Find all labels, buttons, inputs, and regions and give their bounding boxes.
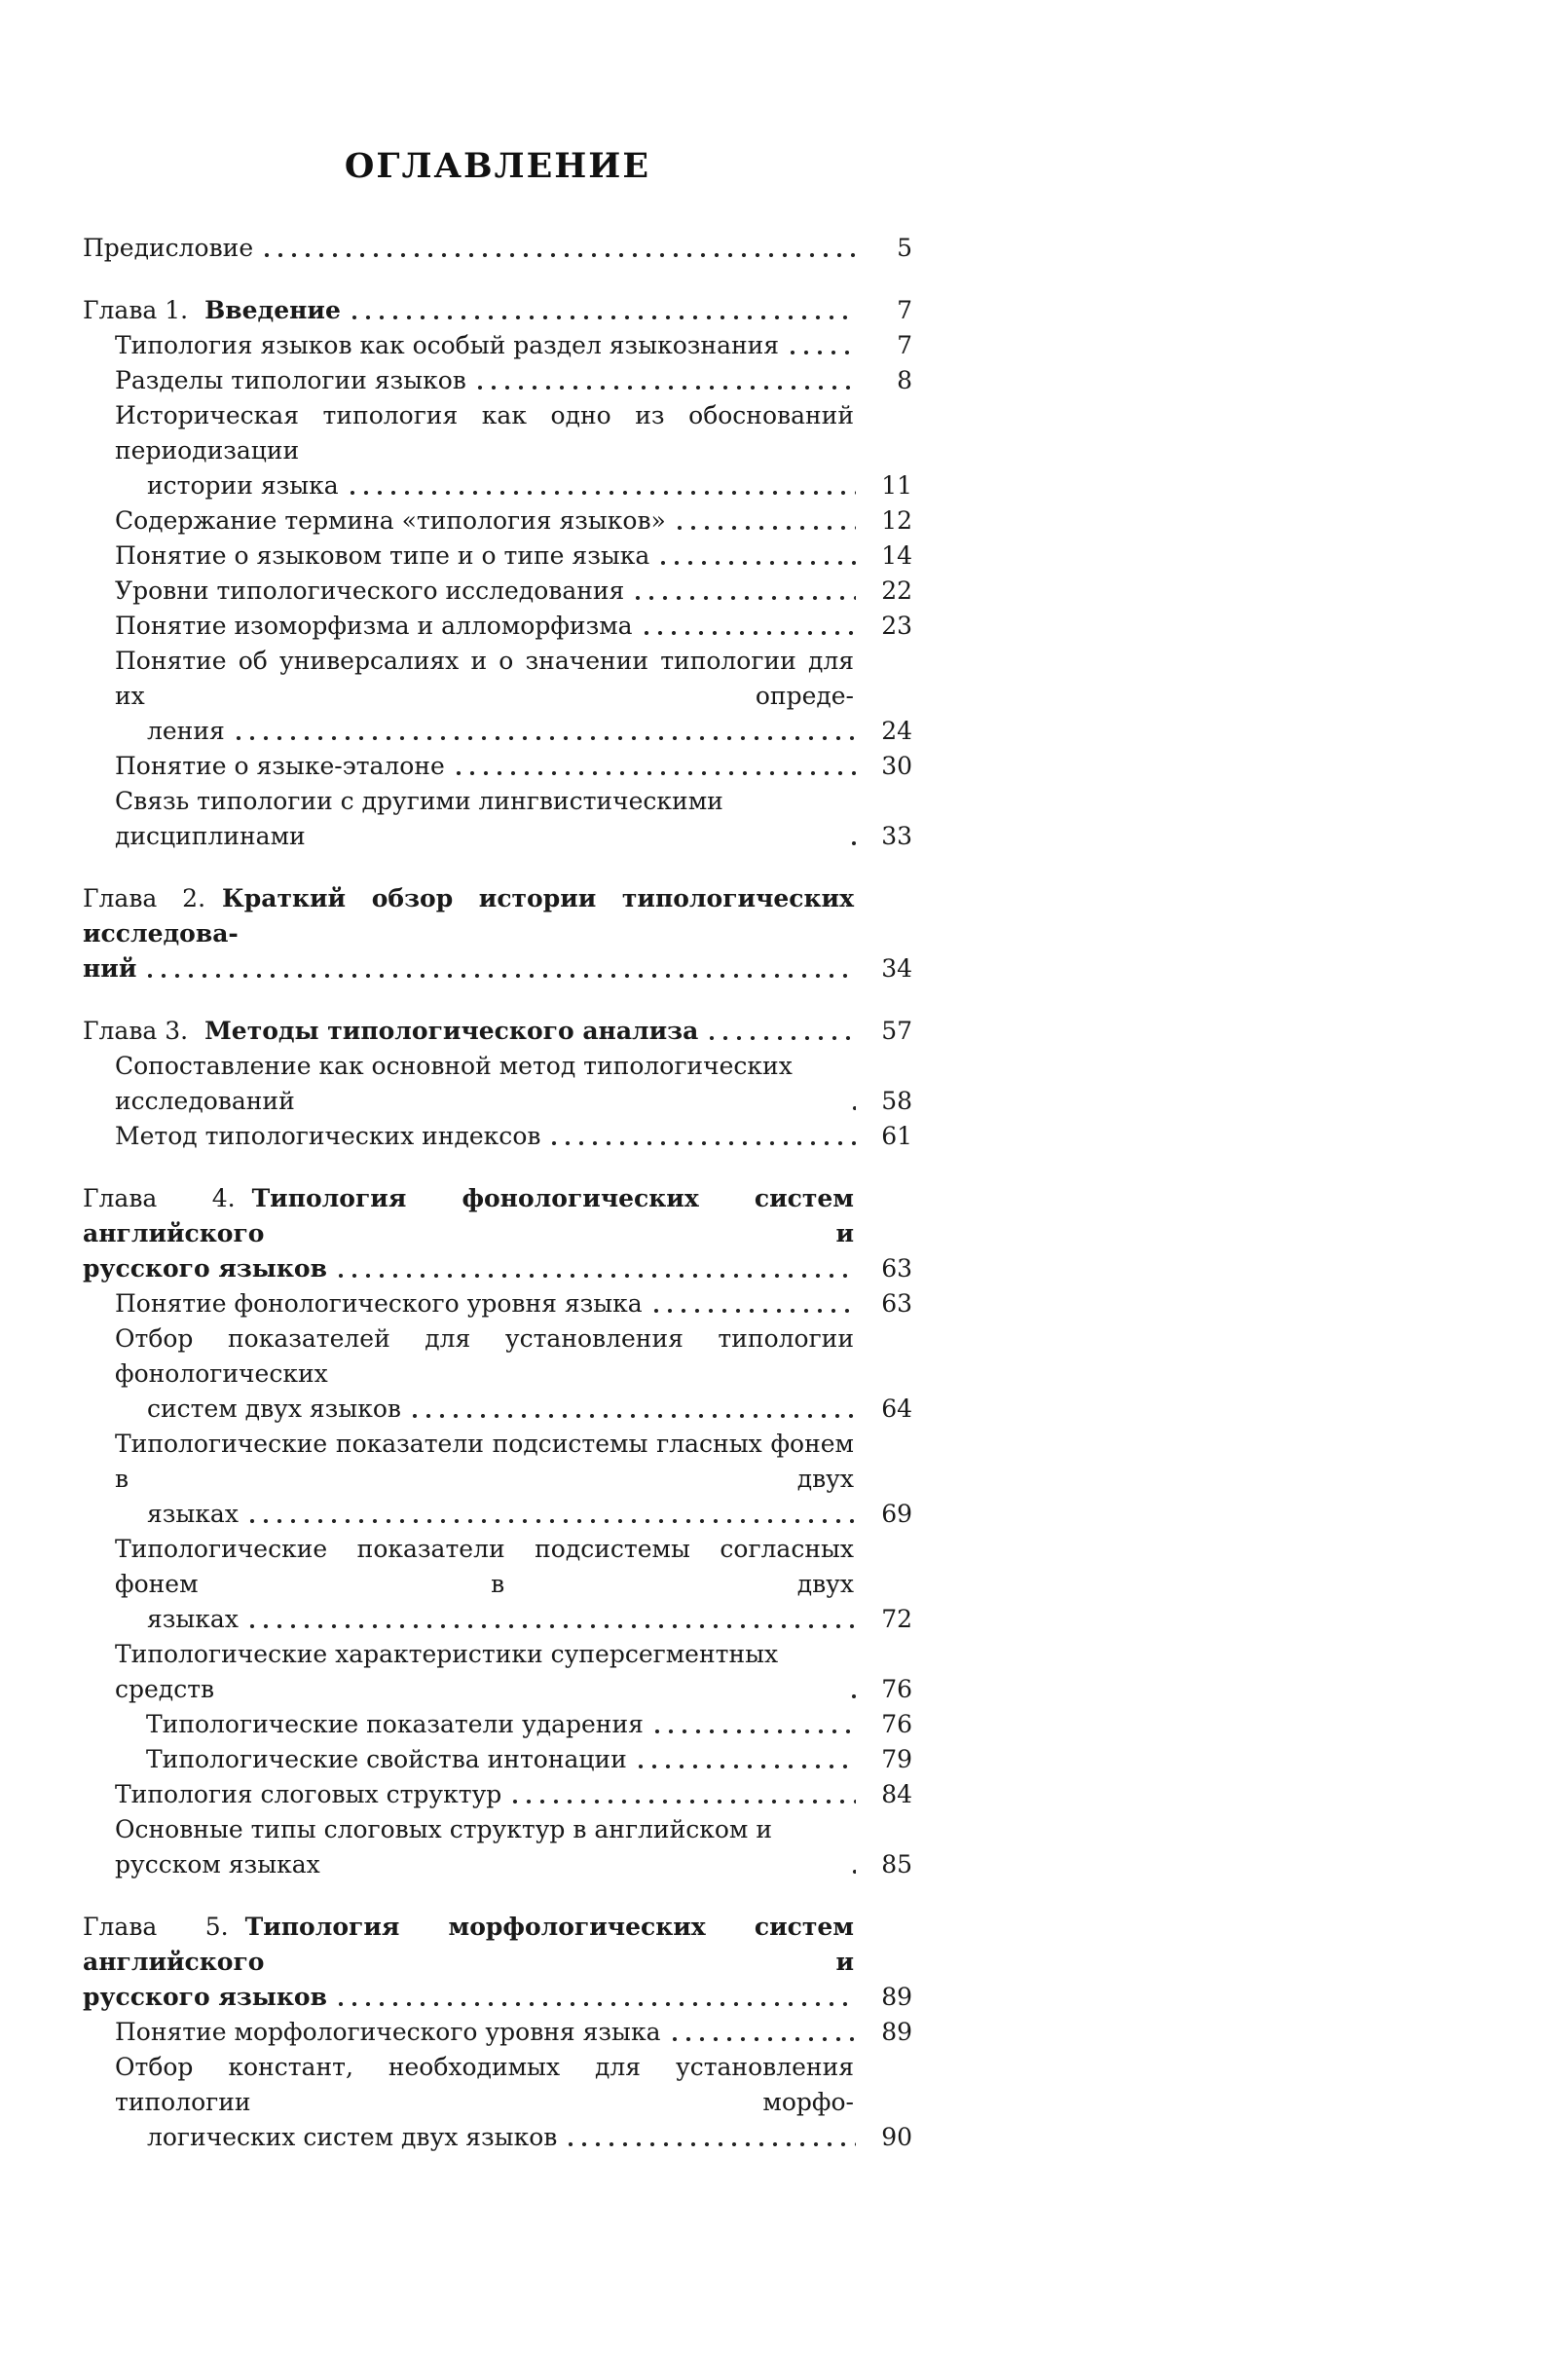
toc-entry: [115, 363, 912, 398]
toc-entry-text: систем двух языков: [147, 1395, 401, 1423]
toc-entry-text: Типология морфологических систем английского и: [83, 1913, 854, 1976]
toc-entry-text: Типология языков как особый раздел языкознания: [115, 331, 780, 359]
toc-line: [83, 1014, 912, 1049]
page-number: 7: [897, 331, 912, 359]
toc-entry: [115, 784, 912, 854]
toc-line: [115, 1777, 912, 1812]
page-number: 64: [881, 1395, 912, 1423]
dot-leader: [260, 253, 856, 257]
dot-leader: [346, 491, 856, 495]
toc-entry-text: Основные типы слоговых структур в английском и русском языках: [115, 1815, 772, 1878]
page-number: 11: [881, 471, 912, 500]
page-number: 61: [881, 1122, 912, 1150]
toc-entry-text: Типологические свойства интонации: [146, 1745, 627, 1773]
dot-leader: [564, 2142, 856, 2146]
page-number: 72: [881, 1605, 912, 1633]
toc-entry-text: Разделы типологии языков: [115, 366, 466, 394]
toc-entry: [115, 1777, 912, 1812]
toc-entry-text: Методы типологического анализа: [204, 1017, 699, 1045]
toc-entry-text: Отбор констант, необходимых для установления типологии морфо-: [115, 2053, 854, 2116]
page-number: 24: [881, 717, 912, 745]
dot-leader: [334, 1274, 856, 1278]
toc-entry-text: ний: [83, 954, 137, 983]
toc-line: [83, 1910, 912, 1980]
toc-entry-text: русского языков: [83, 1254, 327, 1283]
toc-entry-text: Понятие морфологического уровня языка: [115, 2018, 661, 2046]
toc-line: [83, 1181, 912, 1251]
toc-line: [115, 644, 912, 714]
toc-line: [83, 1980, 912, 2015]
dot-leader: [847, 1694, 856, 1698]
toc-entry: [83, 1181, 912, 1286]
toc-entry: [83, 231, 912, 266]
dot-leader: [847, 841, 856, 845]
toc-line: [115, 1532, 912, 1602]
toc-entry-text: Типология слоговых структур: [115, 1780, 502, 1808]
toc-entry-text: Понятие о языковом типе и о типе языка: [115, 541, 650, 570]
page-number: 63: [881, 1254, 912, 1283]
toc-line: [115, 539, 912, 574]
dot-leader: [452, 771, 856, 775]
dot-leader: [143, 974, 856, 978]
dot-leader: [245, 1519, 856, 1523]
toc-entry: [115, 1427, 912, 1532]
toc-line: [115, 609, 912, 644]
page-number: 84: [881, 1780, 912, 1808]
dot-leader: [473, 386, 856, 390]
dot-leader: [634, 1765, 856, 1768]
toc-entry-text: русского языков: [83, 1983, 327, 2011]
toc-line: [146, 1742, 912, 1777]
page-number: 23: [881, 612, 912, 640]
page-number: 34: [881, 954, 912, 983]
page-number: 89: [881, 1983, 912, 2011]
toc-line: [115, 2050, 912, 2120]
dot-leader: [705, 1036, 856, 1040]
toc-entry: [115, 644, 912, 749]
page-number: 57: [881, 1017, 912, 1045]
toc-line: [115, 1637, 912, 1707]
page-number: 12: [881, 506, 912, 535]
toc-line: [115, 1286, 912, 1321]
page-title: ОГЛАВЛЕНИЕ: [344, 146, 651, 186]
chapter-number-label: Глава 1.: [83, 296, 189, 324]
toc-entry: [115, 2015, 912, 2050]
dot-leader: [408, 1414, 856, 1418]
toc-entry-text: Уровни типологического исследования: [115, 576, 625, 605]
toc-entry: [115, 1286, 912, 1321]
toc-entry-text: логических систем двух языков: [147, 2123, 558, 2151]
toc-line: [115, 1392, 912, 1427]
dot-leader: [848, 1106, 856, 1110]
dot-leader: [547, 1141, 856, 1145]
toc-entry-text: Метод типологических индексов: [115, 1122, 541, 1150]
page-number: 22: [881, 576, 912, 605]
toc-entry-text: Понятие фонологического уровня языка: [115, 1289, 643, 1318]
dot-leader: [649, 1309, 856, 1313]
toc-entry-text: Сопоставление как основной метод типологических исследований: [115, 1052, 793, 1115]
toc-entry-text: языках: [147, 1500, 239, 1528]
toc-entry-text: Типологические показатели подсистемы согласных фонем в двух: [115, 1535, 854, 1598]
toc-entry-text: Содержание термина «типология языков»: [115, 506, 666, 535]
dot-leader: [786, 351, 856, 354]
page-number: 33: [881, 822, 912, 850]
toc-entry: [115, 539, 912, 574]
chapter-number-label: Глава 4.: [83, 1184, 236, 1212]
dot-leader: [640, 631, 856, 635]
page-number: 76: [881, 1675, 912, 1703]
toc-entry: [115, 749, 912, 784]
dot-leader: [348, 316, 856, 319]
toc-entry-text: Краткий обзор истории типологических исследова-: [83, 884, 855, 948]
page-number: 63: [881, 1289, 912, 1318]
toc-entry: [146, 1742, 912, 1777]
toc-line: [83, 951, 912, 986]
toc-line: [115, 468, 912, 503]
toc-entry: [115, 1119, 912, 1154]
toc-line: [115, 363, 912, 398]
toc-entry: [115, 1049, 912, 1119]
toc-entry: [115, 2050, 912, 2155]
toc-entry-text: ления: [147, 717, 225, 745]
dot-leader: [631, 596, 856, 600]
toc-line: [115, 749, 912, 784]
dot-leader: [848, 1870, 856, 1874]
toc-entry: [115, 609, 912, 644]
toc-entry: [115, 1637, 912, 1707]
toc-line: [115, 784, 912, 854]
toc-entry-text: Введение: [204, 296, 341, 324]
toc-entry: [115, 1321, 912, 1427]
toc-entry: [115, 1532, 912, 1637]
dot-leader: [668, 2037, 857, 2041]
page-number: 89: [881, 2018, 912, 2046]
toc-entry-text: Типологические показатели подсистемы гласных фонем в двух: [115, 1430, 854, 1493]
page-number: 30: [881, 752, 912, 780]
toc-entry-text: Связь типологии с другими лингвистическими дисциплинами: [115, 787, 723, 850]
dot-leader: [650, 1729, 856, 1733]
toc-entry-text: Отбор показателей для установления типологии фонологических: [115, 1324, 854, 1388]
toc-entry: [83, 881, 912, 986]
toc-entry-text: Типологические характеристики суперсегментных средств: [115, 1640, 779, 1703]
toc-entry: [83, 293, 912, 328]
toc-line: [115, 398, 912, 468]
chapter-number-label: Глава 5.: [83, 1913, 229, 1941]
toc-line: [115, 1812, 912, 1882]
toc-entry-text: Понятие о языке-эталоне: [115, 752, 445, 780]
toc-entry: [115, 398, 912, 503]
toc-entry-text: Понятие об универсалиях и о значении типологии для их опреде-: [115, 647, 854, 710]
toc-entry: [115, 1812, 912, 1882]
toc-entry-text: Типология фонологических систем английского и: [83, 1184, 854, 1247]
toc-line: [115, 2015, 912, 2050]
toc-entry-text: истории языка: [147, 471, 339, 500]
toc-entry-text: Предисловие: [83, 234, 254, 262]
toc-content: [83, 146, 912, 2155]
chapter-number-label: Глава 2.: [83, 884, 206, 912]
toc-line: [83, 231, 912, 266]
page-number: 76: [881, 1710, 912, 1738]
toc-line: [115, 328, 912, 363]
toc-entry-text: языках: [147, 1605, 239, 1633]
dot-leader: [232, 736, 856, 740]
page-number: 5: [897, 234, 912, 262]
toc-line: [83, 881, 912, 951]
page-number: 69: [881, 1500, 912, 1528]
toc-entry-text: Историческая типология как одно из обоснований периодизации: [115, 401, 854, 465]
dot-leader: [673, 526, 856, 530]
toc-list: [83, 231, 912, 2155]
toc-line: [115, 1321, 912, 1392]
toc-entry: [115, 574, 912, 609]
page-number: 14: [881, 541, 912, 570]
toc-line: [115, 503, 912, 539]
dot-leader: [656, 561, 856, 565]
toc-line: [115, 574, 912, 609]
toc-line: [115, 2120, 912, 2155]
chapter-number-label: Глава 3.: [83, 1017, 189, 1045]
dot-leader: [334, 2002, 856, 2006]
toc-entry: [83, 1910, 912, 2015]
toc-entry: [146, 1707, 912, 1742]
toc-entry-text: Типологические показатели ударения: [146, 1710, 644, 1738]
toc-line: [115, 1049, 912, 1119]
toc-line: [115, 1427, 912, 1497]
toc-entry: [83, 1014, 912, 1049]
toc-line: [115, 714, 912, 749]
dot-leader: [245, 1624, 856, 1628]
toc-line: [115, 1119, 912, 1154]
dot-leader: [508, 1800, 856, 1804]
toc-line: [83, 293, 912, 328]
page-number: 8: [897, 366, 912, 394]
toc-entry: [115, 503, 912, 539]
toc-line: [83, 1251, 912, 1286]
toc-line: [146, 1707, 912, 1742]
page-number: 85: [881, 1850, 912, 1878]
toc-line: [115, 1497, 912, 1532]
toc-line: [115, 1602, 912, 1637]
page-number: 79: [881, 1745, 912, 1773]
toc-entry-text: Понятие изоморфизма и алломорфизма: [115, 612, 633, 640]
page-number: 58: [881, 1087, 912, 1115]
page-number: 7: [897, 296, 912, 324]
page-number: 90: [881, 2123, 912, 2151]
toc-entry: [115, 328, 912, 363]
